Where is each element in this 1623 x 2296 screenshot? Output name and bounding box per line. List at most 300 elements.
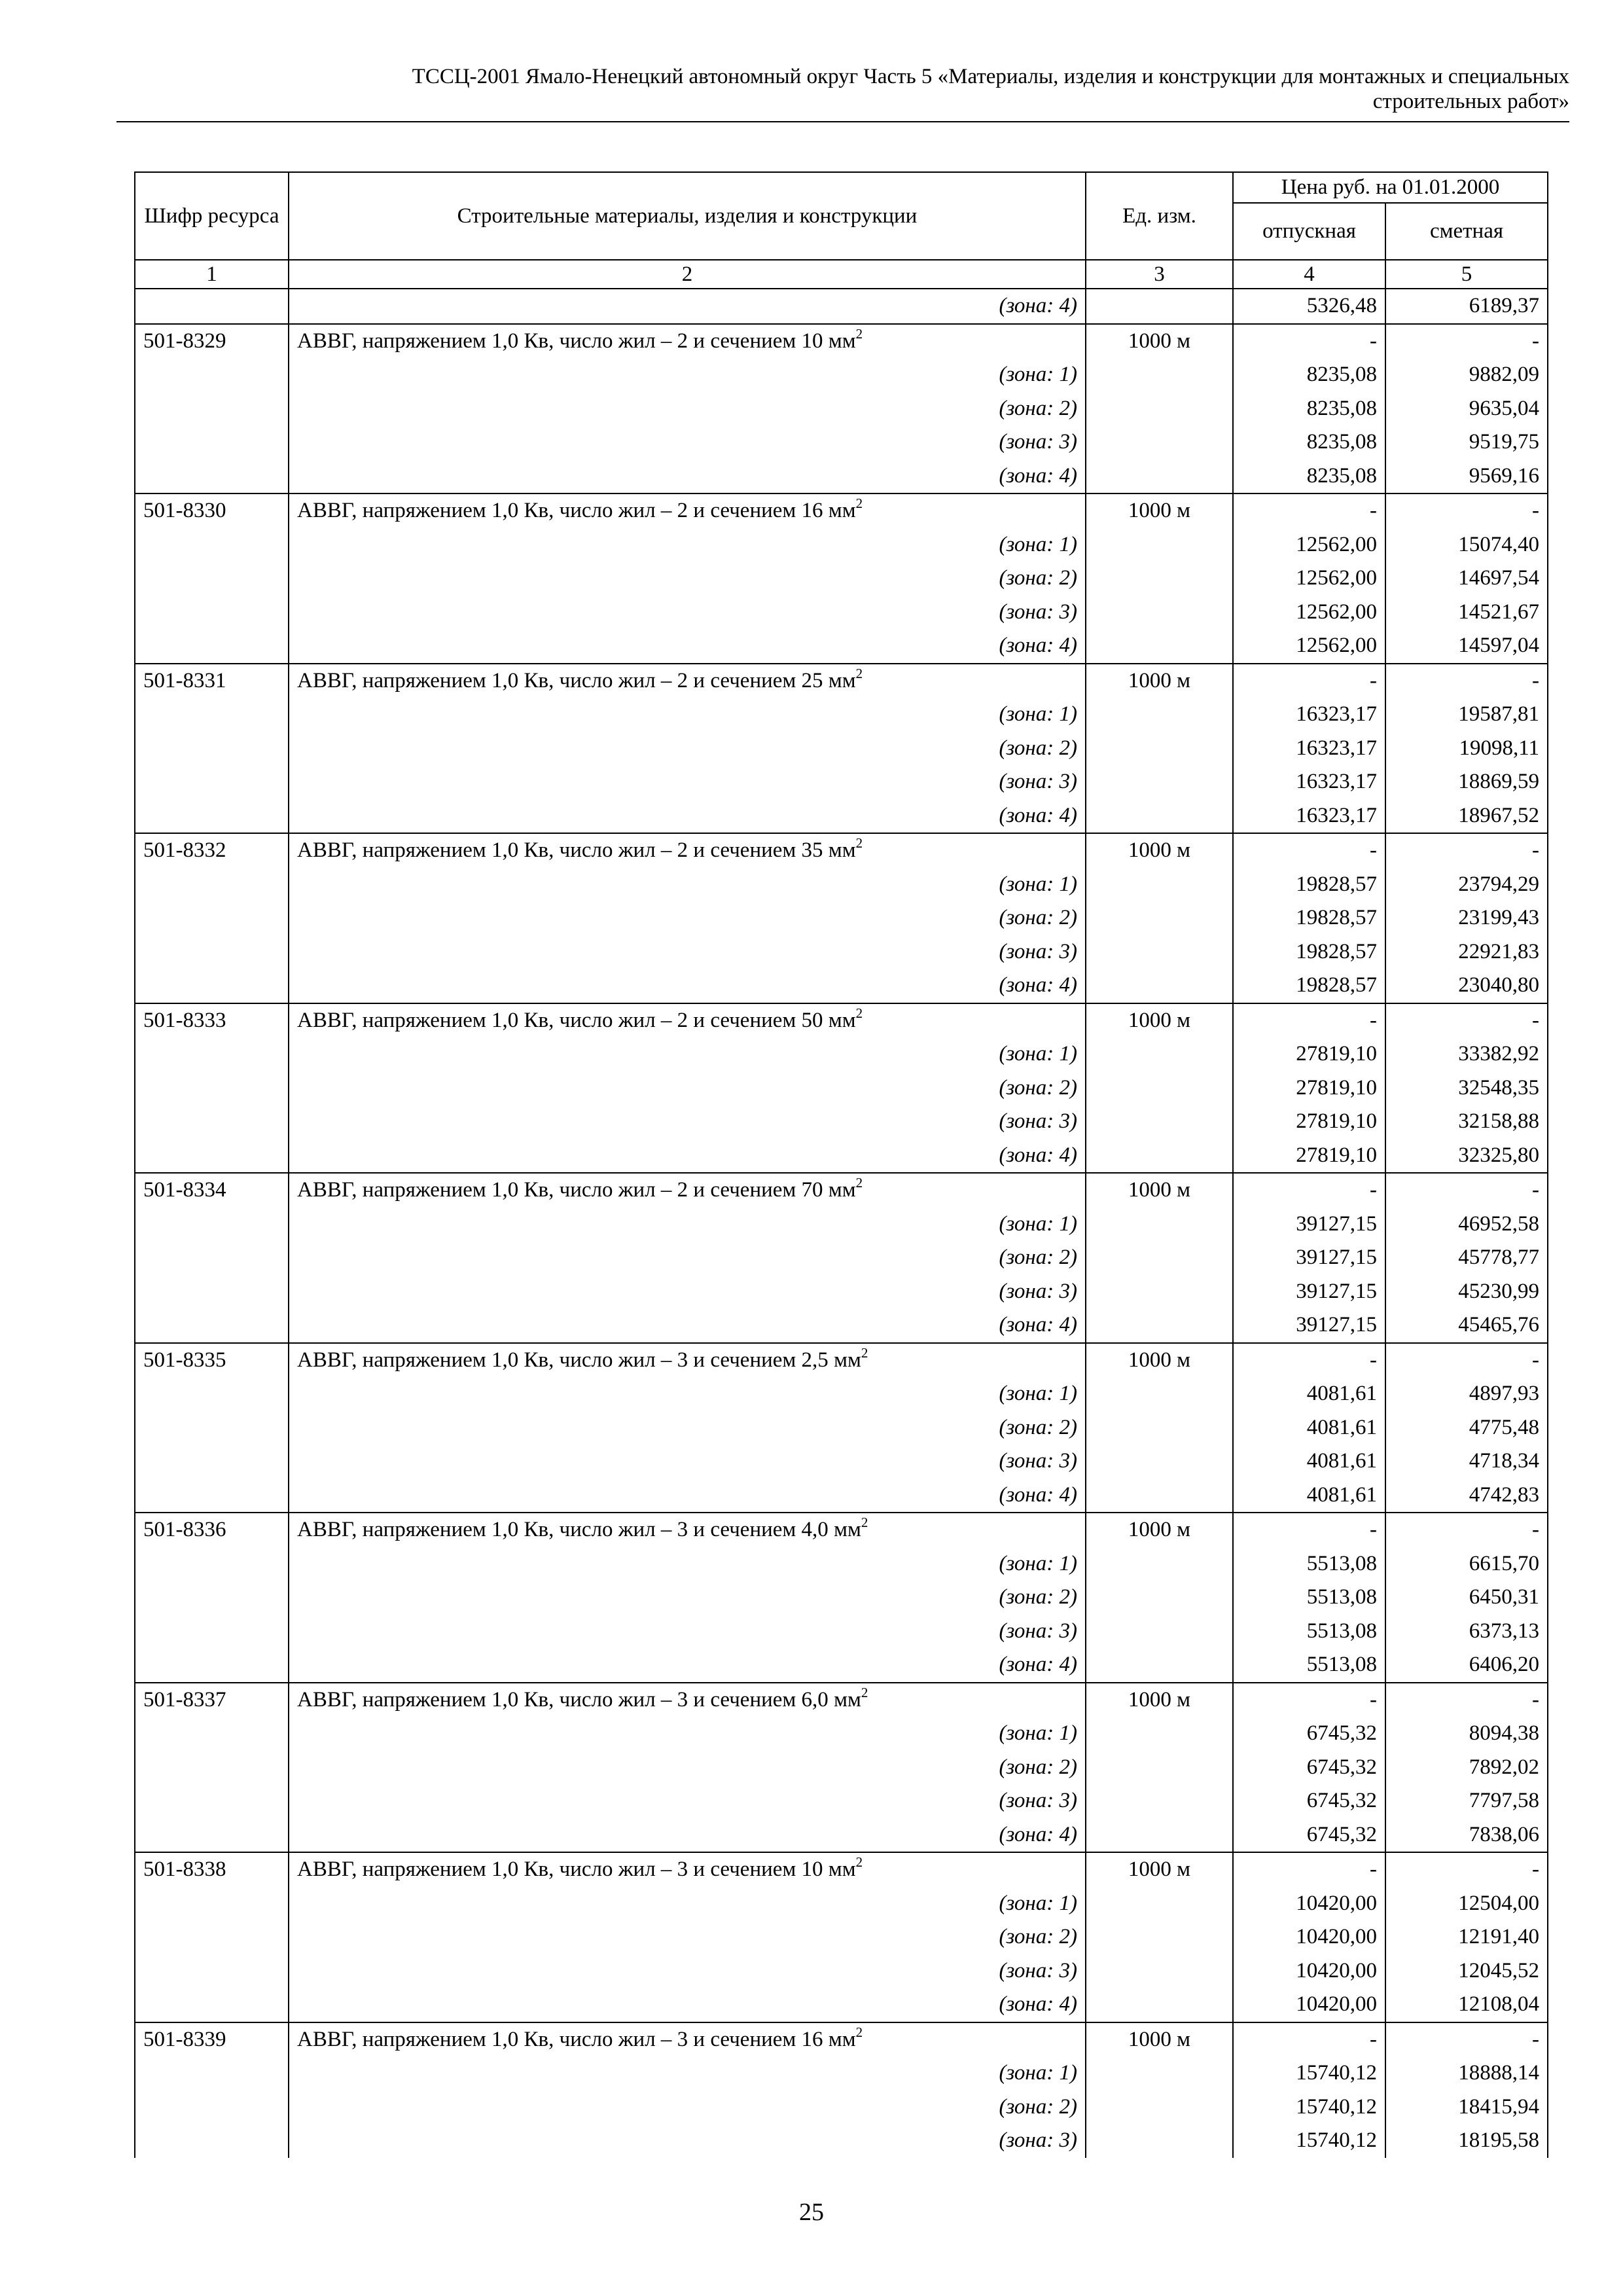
zone-label — [289, 1648, 1086, 1683]
zone-label — [289, 698, 1086, 732]
estimate-price-dash: - — [1385, 1852, 1548, 1887]
unit-cell — [1086, 1377, 1233, 1411]
superscript-two: 2 — [855, 1854, 863, 1870]
unit-cell — [1086, 425, 1233, 459]
table-row — [135, 1751, 1548, 1785]
estimate-price: 22921,83 — [1385, 935, 1548, 969]
zone-suffix: ) — [1070, 634, 1077, 657]
table-row — [135, 425, 1548, 459]
material-name — [289, 1852, 1086, 1887]
zone-label — [289, 1139, 1086, 1174]
zone-suffix: ) — [1070, 1246, 1077, 1269]
zone-number: 4 — [1059, 1143, 1070, 1167]
zone-label — [289, 969, 1086, 1003]
release-price: 5513,08 — [1233, 1581, 1385, 1615]
zone-suffix: ) — [1070, 736, 1077, 760]
table-row — [135, 289, 1548, 324]
zone-prefix: (зона: — [999, 396, 1060, 420]
resource-code-cell — [135, 1920, 289, 1954]
unit-of-measure: 1000 м — [1086, 1343, 1233, 1378]
material-name-text: АВВГ, напряжением 1,0 Кв, число жил – 3 и сечением 6,0 — [297, 1687, 829, 1712]
table-row — [135, 562, 1548, 596]
estimate-price: 8094,38 — [1385, 1717, 1548, 1751]
estimate-price: 18415,94 — [1385, 2090, 1548, 2125]
zone-prefix: (зона: — [999, 1755, 1060, 1779]
unit-cell — [1086, 1479, 1233, 1513]
table-row — [135, 1954, 1548, 1988]
table-row — [135, 969, 1548, 1003]
zone-prefix: (зона: — [999, 702, 1060, 726]
resource-code-cell — [135, 1479, 289, 1513]
resource-code-cell — [135, 2124, 289, 2158]
zone-suffix: ) — [1070, 1211, 1077, 1236]
zone-prefix: (зона: — [999, 600, 1060, 624]
unit-cell — [1086, 969, 1233, 1003]
table-row — [135, 1717, 1548, 1751]
zone-suffix: ) — [1070, 702, 1077, 726]
table-row — [135, 1411, 1548, 1445]
resource-code-cell — [135, 289, 289, 324]
material-name — [289, 1173, 1086, 1208]
estimate-price-dash: - — [1385, 1173, 1548, 1208]
zone-prefix: (зона: — [999, 939, 1060, 963]
release-price: 12562,00 — [1233, 528, 1385, 562]
zone-prefix: (зона: — [999, 1789, 1060, 1812]
zone-number: 3 — [1059, 430, 1070, 454]
estimate-price-dash: - — [1385, 1513, 1548, 1547]
estimate-price: 23794,29 — [1385, 868, 1548, 902]
table-row — [135, 901, 1548, 935]
estimate-price-dash: - — [1385, 493, 1548, 528]
unit-cell — [1086, 1615, 1233, 1649]
unit-cell — [1086, 732, 1233, 766]
resource-code-cell — [135, 425, 289, 459]
unit-of-measure: 1000 м — [1086, 1173, 1233, 1208]
zone-prefix: (зона: — [999, 532, 1060, 556]
resource-code: 501-8339 — [135, 2022, 289, 2057]
release-price: 27819,10 — [1233, 1037, 1385, 1071]
zone-suffix: ) — [1070, 2128, 1077, 2152]
resource-code: 501-8330 — [135, 493, 289, 528]
material-name-text: АВВГ, напряжением 1,0 Кв, число жил – 3 и сечением 2,5 — [297, 1348, 829, 1372]
unit-cell — [1086, 1648, 1233, 1683]
table-row — [135, 1615, 1548, 1649]
release-price: 19828,57 — [1233, 901, 1385, 935]
zone-number: 3 — [1059, 600, 1070, 624]
resource-code-cell — [135, 1308, 289, 1343]
estimate-price-dash: - — [1385, 1683, 1548, 1717]
zone-label — [289, 1105, 1086, 1139]
resource-code-cell — [135, 868, 289, 902]
release-price: 4081,61 — [1233, 1444, 1385, 1479]
estimate-price: 23040,80 — [1385, 969, 1548, 1003]
zone-label — [289, 1479, 1086, 1513]
column-number: 4 — [1233, 260, 1385, 289]
price-table — [134, 171, 1548, 2158]
square-mm-unit: мм — [828, 838, 856, 862]
zone-label — [289, 1717, 1086, 1751]
release-price: 19828,57 — [1233, 935, 1385, 969]
estimate-price: 6615,70 — [1385, 1547, 1548, 1581]
estimate-price: 45230,99 — [1385, 1275, 1548, 1309]
unit-cell — [1086, 289, 1233, 324]
estimate-price: 32325,80 — [1385, 1139, 1548, 1174]
superscript-two: 2 — [861, 1515, 868, 1530]
zone-label — [289, 2124, 1086, 2158]
release-price: 4081,61 — [1233, 1479, 1385, 1513]
release-price-dash: - — [1233, 1003, 1385, 1038]
zone-label — [289, 1377, 1086, 1411]
zone-suffix: ) — [1070, 1143, 1077, 1167]
release-price: 5513,08 — [1233, 1648, 1385, 1683]
zone-prefix: (зона: — [999, 1925, 1060, 1948]
zone-suffix: ) — [1070, 294, 1077, 317]
header-estimate-price: сметная — [1385, 203, 1548, 260]
zone-suffix: ) — [1070, 1585, 1077, 1609]
zone-prefix: (зона: — [999, 1415, 1060, 1439]
zone-prefix: (зона: — [999, 1653, 1060, 1676]
superscript-two: 2 — [855, 495, 863, 511]
zone-number: 4 — [1059, 634, 1070, 657]
column-number: 1 — [135, 260, 289, 289]
table-row — [135, 1852, 1548, 1887]
zone-label — [289, 1784, 1086, 1818]
resource-code-cell — [135, 799, 289, 834]
resource-code-cell — [135, 1954, 289, 1988]
estimate-price: 9519,75 — [1385, 425, 1548, 459]
zone-number: 1 — [1059, 1211, 1070, 1236]
table-row — [135, 493, 1548, 528]
release-price: 6745,32 — [1233, 1818, 1385, 1853]
zone-label — [289, 1208, 1086, 1242]
release-price-dash: - — [1233, 493, 1385, 528]
zone-label — [289, 732, 1086, 766]
table-row — [135, 935, 1548, 969]
release-price: 15740,12 — [1233, 2124, 1385, 2158]
zone-number: 1 — [1059, 532, 1070, 556]
table-row — [135, 1208, 1548, 1242]
material-name — [289, 324, 1086, 359]
zone-prefix: (зона: — [999, 2094, 1060, 2119]
zone-label — [289, 1954, 1086, 1988]
estimate-price: 7838,06 — [1385, 1818, 1548, 1853]
resource-code-cell — [135, 358, 289, 392]
zone-prefix: (зона: — [999, 872, 1060, 896]
resource-code-cell — [135, 1105, 289, 1139]
table-row — [135, 596, 1548, 630]
table-row — [135, 1037, 1548, 1071]
estimate-price: 9882,09 — [1385, 358, 1548, 392]
resource-code-cell — [135, 1037, 289, 1071]
zone-prefix: (зона: — [999, 2128, 1060, 2152]
material-name-text: АВВГ, напряжением 1,0 Кв, число жил – 3 и сечением 10 — [297, 1857, 823, 1881]
estimate-price: 9635,04 — [1385, 392, 1548, 426]
table-row — [135, 1003, 1548, 1038]
superscript-two: 2 — [855, 665, 863, 681]
release-price: 8235,08 — [1233, 358, 1385, 392]
estimate-price: 12191,40 — [1385, 1920, 1548, 1954]
zone-suffix: ) — [1070, 872, 1077, 896]
zone-label — [289, 935, 1086, 969]
estimate-price-dash: - — [1385, 1003, 1548, 1038]
release-price: 6745,32 — [1233, 1784, 1385, 1818]
resource-code-cell — [135, 935, 289, 969]
zone-prefix: (зона: — [999, 463, 1060, 488]
estimate-price: 14597,04 — [1385, 629, 1548, 664]
column-number: 3 — [1086, 260, 1233, 289]
zone-suffix: ) — [1070, 1755, 1077, 1779]
estimate-price: 33382,92 — [1385, 1037, 1548, 1071]
material-name-text: АВВГ, напряжением 1,0 Кв, число жил – 2 и сечением 25 — [297, 668, 823, 692]
unit-of-measure: 1000 м — [1086, 1683, 1233, 1717]
unit-of-measure: 1000 м — [1086, 493, 1233, 528]
unit-cell — [1086, 1784, 1233, 1818]
table-row — [135, 459, 1548, 494]
zone-label — [289, 596, 1086, 630]
resource-code-cell — [135, 1208, 289, 1242]
estimate-price: 14521,67 — [1385, 596, 1548, 630]
zone-label — [289, 799, 1086, 834]
resource-code: 501-8336 — [135, 1513, 289, 1547]
square-mm-unit: мм — [828, 1008, 856, 1032]
table-row — [135, 1648, 1548, 1683]
unit-cell — [1086, 1411, 1233, 1445]
zone-prefix: (зона: — [999, 1891, 1060, 1915]
zone-prefix: (зона: — [999, 1109, 1060, 1133]
unit-cell — [1086, 459, 1233, 494]
estimate-price-dash: - — [1385, 324, 1548, 359]
release-price: 10420,00 — [1233, 1887, 1385, 1921]
zone-label — [289, 1920, 1086, 1954]
resource-code-cell — [135, 1818, 289, 1853]
unit-cell — [1086, 698, 1233, 732]
square-mm-unit: мм — [828, 329, 856, 353]
table-row — [135, 2090, 1548, 2125]
resource-code-cell — [135, 1988, 289, 2022]
zone-prefix: (зона: — [999, 770, 1060, 793]
zone-number: 1 — [1059, 1551, 1070, 1575]
zone-number: 1 — [1059, 1382, 1070, 1405]
zone-suffix: ) — [1070, 1449, 1077, 1473]
resource-code-cell — [135, 732, 289, 766]
zone-label — [289, 868, 1086, 902]
resource-code-cell — [135, 528, 289, 562]
zone-prefix: (зона: — [999, 1211, 1060, 1236]
zone-number: 3 — [1059, 1109, 1070, 1133]
zone-prefix: (зона: — [999, 1449, 1060, 1473]
release-price: 8235,08 — [1233, 459, 1385, 494]
material-name-text: АВВГ, напряжением 1,0 Кв, число жил – 2 и сечением 35 — [297, 838, 823, 862]
unit-cell — [1086, 1547, 1233, 1581]
table-row — [135, 664, 1548, 698]
table-row — [135, 1275, 1548, 1309]
estimate-price: 6406,20 — [1385, 1648, 1548, 1683]
table-row — [135, 698, 1548, 732]
zone-number: 4 — [1059, 973, 1070, 997]
material-name-text: АВВГ, напряжением 1,0 Кв, число жил – 2 и сечением 50 — [297, 1008, 823, 1032]
zone-suffix: ) — [1070, 396, 1077, 420]
release-price: 5326,48 — [1233, 289, 1385, 324]
estimate-price: 12045,52 — [1385, 1954, 1548, 1988]
header-price-group: Цена руб. на 01.01.2000 — [1233, 172, 1548, 203]
release-price: 12562,00 — [1233, 596, 1385, 630]
zone-prefix: (зона: — [999, 1585, 1060, 1609]
zone-prefix: (зона: — [999, 1482, 1060, 1507]
unit-cell — [1086, 1139, 1233, 1174]
square-mm-unit: мм — [834, 1687, 861, 1712]
table-row — [135, 1818, 1548, 1853]
release-price-dash: - — [1233, 2022, 1385, 2057]
resource-code-cell — [135, 765, 289, 799]
zone-label — [289, 459, 1086, 494]
resource-code-cell — [135, 1648, 289, 1683]
resource-code-cell — [135, 2056, 289, 2090]
zone-prefix: (зона: — [999, 736, 1060, 760]
estimate-price-dash: - — [1385, 664, 1548, 698]
release-price: 8235,08 — [1233, 392, 1385, 426]
unit-cell — [1086, 1208, 1233, 1242]
unit-cell — [1086, 1105, 1233, 1139]
estimate-price: 32548,35 — [1385, 1071, 1548, 1105]
zone-suffix: ) — [1070, 770, 1077, 793]
estimate-price: 12108,04 — [1385, 1988, 1548, 2022]
estimate-price-dash: - — [1385, 833, 1548, 868]
zone-prefix: (зона: — [999, 363, 1060, 386]
zone-label — [289, 765, 1086, 799]
resource-code-cell — [135, 698, 289, 732]
table-row — [135, 392, 1548, 426]
resource-code-cell — [135, 969, 289, 1003]
release-price: 4081,61 — [1233, 1377, 1385, 1411]
table-row — [135, 1139, 1548, 1174]
zone-number: 1 — [1059, 2061, 1070, 2085]
zone-suffix: ) — [1070, 2094, 1077, 2119]
table-row — [135, 2022, 1548, 2057]
resource-code: 501-8329 — [135, 324, 289, 359]
zone-suffix: ) — [1070, 906, 1077, 929]
zone-prefix: (зона: — [999, 973, 1060, 997]
zone-number: 3 — [1059, 1958, 1070, 1982]
table-row — [135, 1444, 1548, 1479]
superscript-two: 2 — [855, 2024, 863, 2040]
release-price: 15740,12 — [1233, 2090, 1385, 2125]
release-price: 6745,32 — [1233, 1751, 1385, 1785]
table-row — [135, 629, 1548, 664]
zone-label — [289, 629, 1086, 664]
resource-code: 501-8337 — [135, 1683, 289, 1717]
zone-suffix: ) — [1070, 1415, 1077, 1439]
table-row — [135, 1343, 1548, 1378]
resource-code: 501-8332 — [135, 833, 289, 868]
estimate-price-dash: - — [1385, 1343, 1548, 1378]
zone-label — [289, 392, 1086, 426]
material-name — [289, 1343, 1086, 1378]
table-row — [135, 868, 1548, 902]
superscript-two: 2 — [855, 1005, 863, 1021]
table-row — [135, 358, 1548, 392]
unit-of-measure: 1000 м — [1086, 1003, 1233, 1038]
square-mm-unit: мм — [828, 2027, 856, 2051]
unit-cell — [1086, 2090, 1233, 2125]
zone-prefix: (зона: — [999, 1958, 1060, 1982]
zone-prefix: (зона: — [999, 1075, 1060, 1100]
release-price: 19828,57 — [1233, 969, 1385, 1003]
table-row — [135, 765, 1548, 799]
release-price-dash: - — [1233, 1852, 1385, 1887]
zone-number: 4 — [1059, 1992, 1070, 2016]
resource-code-cell — [135, 459, 289, 494]
resource-code: 501-8331 — [135, 664, 289, 698]
unit-cell — [1086, 1920, 1233, 1954]
estimate-price: 18888,14 — [1385, 2056, 1548, 2090]
superscript-two: 2 — [861, 1684, 868, 1700]
release-price: 10420,00 — [1233, 1920, 1385, 1954]
resource-code-cell — [135, 1241, 289, 1275]
resource-code-cell — [135, 392, 289, 426]
unit-cell — [1086, 1275, 1233, 1309]
estimate-price: 15074,40 — [1385, 528, 1548, 562]
zone-suffix: ) — [1070, 363, 1077, 386]
table-row — [135, 1513, 1548, 1547]
zone-suffix: ) — [1070, 803, 1077, 827]
zone-suffix: ) — [1070, 1891, 1077, 1915]
material-name — [289, 664, 1086, 698]
zone-suffix: ) — [1070, 1075, 1077, 1100]
zone-label — [289, 2090, 1086, 2125]
zone-number: 1 — [1059, 702, 1070, 726]
header-line-1: ТССЦ-2001 Ямало-Ненецкий автономный округ Часть 5 «Материалы, изделия и конструкции для монтажных и специальных — [412, 65, 1569, 88]
zone-label — [289, 1071, 1086, 1105]
zone-suffix: ) — [1070, 463, 1077, 488]
table-row — [135, 732, 1548, 766]
zone-label — [289, 1547, 1086, 1581]
zone-number: 2 — [1059, 1755, 1070, 1779]
unit-cell — [1086, 2056, 1233, 2090]
zone-prefix: (зона: — [999, 294, 1060, 317]
unit-cell — [1086, 1751, 1233, 1785]
unit-cell — [1086, 1444, 1233, 1479]
zone-suffix: ) — [1070, 1109, 1077, 1133]
release-price: 27819,10 — [1233, 1105, 1385, 1139]
column-number: 2 — [289, 260, 1086, 289]
resource-code-cell — [135, 1615, 289, 1649]
estimate-price: 23199,43 — [1385, 901, 1548, 935]
resource-code-cell — [135, 1275, 289, 1309]
unit-cell — [1086, 1954, 1233, 1988]
release-price-dash: - — [1233, 1173, 1385, 1208]
unit-cell — [1086, 2124, 1233, 2158]
release-price: 6745,32 — [1233, 1717, 1385, 1751]
release-price: 15740,12 — [1233, 2056, 1385, 2090]
unit-cell — [1086, 868, 1233, 902]
estimate-price-dash: - — [1385, 2022, 1548, 2057]
superscript-two: 2 — [855, 1175, 863, 1191]
table-row — [135, 1920, 1548, 1954]
zone-number: 2 — [1059, 1075, 1070, 1100]
material-name-text: АВВГ, напряжением 1,0 Кв, число жил – 3 и сечением 16 — [297, 2027, 823, 2051]
zone-label — [289, 1988, 1086, 2022]
superscript-two: 2 — [855, 325, 863, 342]
header-code: Шифр ресурса — [135, 172, 289, 260]
table-row — [135, 1241, 1548, 1275]
release-price: 39127,15 — [1233, 1208, 1385, 1242]
unit-cell — [1086, 1818, 1233, 1853]
zone-number: 3 — [1059, 1789, 1070, 1812]
unit-of-measure: 1000 м — [1086, 1513, 1233, 1547]
estimate-price: 45465,76 — [1385, 1308, 1548, 1343]
zone-suffix: ) — [1070, 1382, 1077, 1405]
zone-label — [289, 901, 1086, 935]
